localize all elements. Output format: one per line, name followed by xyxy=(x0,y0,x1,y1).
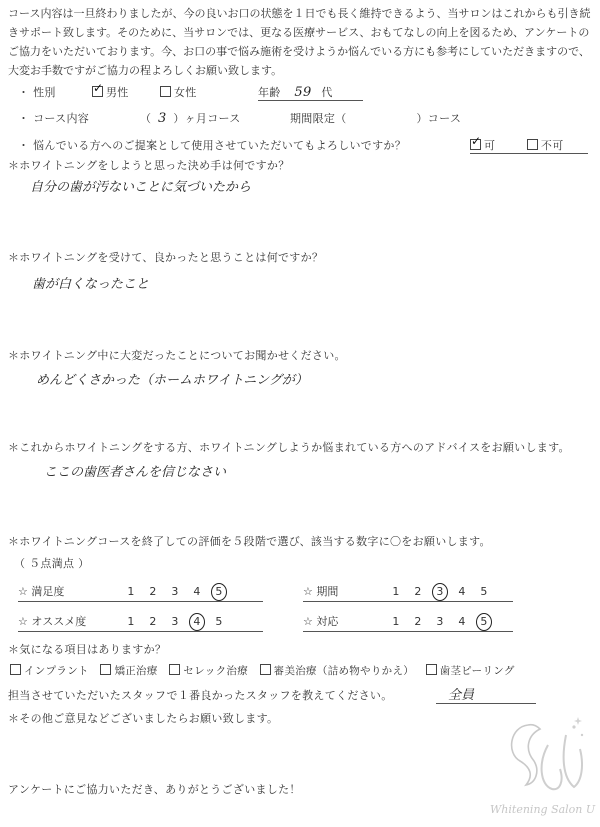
logo-text: Whitening Salon U xyxy=(490,803,596,816)
course-row xyxy=(18,110,89,126)
rating-scale-note: （ ５点満点 ） xyxy=(14,557,90,570)
rating-number[interactable]: 4 xyxy=(458,615,466,628)
rating-label: 満足度 xyxy=(31,585,65,598)
rating-number[interactable]: 1 xyxy=(392,585,400,598)
course-months-value: 3 xyxy=(158,111,167,126)
permission-row xyxy=(18,137,406,153)
answer-3: めんどくさかった（ホームホワイトニングが） xyxy=(36,373,308,388)
period-unit: ）コース xyxy=(416,112,462,125)
rating-number[interactable]: 3 xyxy=(436,615,444,628)
rating-number-selected[interactable]: 5 xyxy=(476,613,492,631)
rating-number[interactable]: 2 xyxy=(414,585,422,598)
answer-2: 歯が白くなったこと xyxy=(32,277,150,292)
staff-answer-line xyxy=(436,684,536,704)
permission-yes-label: 可 xyxy=(484,139,496,152)
male-checkbox[interactable] xyxy=(92,86,103,97)
interest-checkbox[interactable] xyxy=(169,664,180,675)
rating-number[interactable]: 3 xyxy=(171,585,179,598)
permission-yes-checkbox[interactable] xyxy=(470,139,481,150)
permission-no-label: 不可 xyxy=(540,139,564,152)
rating-number[interactable]: 5 xyxy=(480,585,488,598)
interest-option[interactable]: 歯茎ピーリング xyxy=(426,665,515,677)
period-label: 期間限定（ xyxy=(290,112,347,125)
bullet: ・ xyxy=(18,86,30,99)
interest-option[interactable]: 矯正治療 xyxy=(100,665,157,677)
female-option[interactable] xyxy=(160,84,197,100)
course-label: コース内容 xyxy=(33,112,90,125)
interests-options xyxy=(10,663,515,678)
answer-1: 自分の歯が汚ないことに気づいたから xyxy=(30,180,252,195)
interest-option[interactable]: インプラント xyxy=(10,665,89,677)
other-question: ＊その他ご意見などございましたらお願い致します。 xyxy=(8,712,279,725)
permission-question: 悩んでいる方へのご提案として使用させていただいてもよろしいですか？ xyxy=(33,139,407,152)
star-icon: ☆ xyxy=(18,615,28,628)
rating-number[interactable]: 4 xyxy=(193,585,201,598)
rating-recommend xyxy=(18,613,263,632)
rating-prompt: ＊ホワイトニングコースを終了しての評価を５段階で選び、該当する数字に〇をお願いします。 xyxy=(8,535,491,548)
rating-number[interactable]: 2 xyxy=(414,615,422,628)
age-field xyxy=(258,84,363,101)
interest-checkbox[interactable] xyxy=(260,664,271,675)
rating-support xyxy=(303,613,513,632)
rating-number[interactable]: 4 xyxy=(458,585,466,598)
answer-4: ここの歯医者さんを信じなさい xyxy=(44,465,227,480)
female-checkbox[interactable] xyxy=(160,86,171,97)
male-label: 男性 xyxy=(106,86,129,99)
question-1: ＊ホワイトニングをしようと思った決め手は何ですか？ xyxy=(8,159,290,172)
rating-number[interactable]: 1 xyxy=(127,615,135,628)
age-value: 59 xyxy=(294,85,312,100)
rating-number[interactable]: 1 xyxy=(127,585,135,598)
staff-answer: 全員 xyxy=(448,688,475,703)
rating-number-selected[interactable]: 4 xyxy=(189,613,205,631)
star-icon: ☆ xyxy=(303,585,313,598)
permission-options xyxy=(470,137,588,154)
female-label: 女性 xyxy=(174,86,197,99)
question-3: ＊ホワイトニング中に大変だったことについてお聞かせください。 xyxy=(8,349,346,362)
interest-checkbox[interactable] xyxy=(10,664,21,675)
interest-checkbox[interactable] xyxy=(426,664,437,675)
rating-number[interactable]: 5 xyxy=(215,615,223,628)
interest-option[interactable]: 審美治療（詰め物やりかえ） xyxy=(260,665,414,677)
bullet: ・ xyxy=(18,112,30,125)
interest-checkbox[interactable] xyxy=(100,664,111,675)
interest-option[interactable]: セレック治療 xyxy=(169,665,248,677)
course-months-unit: ヶ月コース xyxy=(184,112,241,125)
rating-period xyxy=(303,583,513,602)
rating-label: オススメ度 xyxy=(31,615,87,628)
permission-no-checkbox[interactable] xyxy=(527,139,538,150)
staff-question: 担当させていただいたスタッフで１番良かったスタッフを教えてください。 xyxy=(8,689,393,702)
question-4: ＊これからホワイトニングをする方、ホワイトニングしようか悩まれている方へのアドバイスをお願いします。 xyxy=(8,441,570,454)
star-icon: ☆ xyxy=(18,585,28,598)
bullet: ・ xyxy=(18,139,30,152)
interests-question: ＊気になる項目はありますか？ xyxy=(8,643,167,656)
rating-label: 対応 xyxy=(316,615,339,628)
male-option[interactable] xyxy=(92,84,129,100)
gender-label: 性別 xyxy=(33,86,56,99)
rating-number[interactable]: 2 xyxy=(149,585,157,598)
star-icon: ☆ xyxy=(303,615,313,628)
intro-text: コース内容は一旦終わりましたが、今の良いお口の状態を１日でも長く維持できるよう、当サロンはこれからも引き続きサポート致します。そのために、当サロンでは、更なる医療サービス、おもてなしの向上を図るため、アンケートのご協力をいただいております。今、お口の事で悩み施術を受けようか悩んでいる方にも参考にしていただきますので、大変お手数ですがご協力の程よろしくお願い致します。 xyxy=(8,7,591,77)
rating-number-selected[interactable]: 3 xyxy=(432,583,448,601)
rating-number[interactable]: 3 xyxy=(171,615,179,628)
gender-row xyxy=(18,84,56,100)
period-limited xyxy=(290,110,461,126)
question-2: ＊ホワイトニングを受けて、良かったと思うことは何ですか？ xyxy=(8,251,324,264)
closing-text: アンケートにご協力いただき、ありがとうございました！ xyxy=(8,783,301,796)
age-label: 年齢 xyxy=(258,86,281,99)
course-months: （ 3 ）ヶ月コース xyxy=(140,111,241,126)
age-unit: 代 xyxy=(321,86,333,99)
rating-number-selected[interactable]: 5 xyxy=(211,583,227,601)
rating-number[interactable]: 2 xyxy=(149,615,157,628)
salon-logo xyxy=(490,705,600,823)
rating-number[interactable]: 1 xyxy=(392,615,400,628)
rating-satisfaction xyxy=(18,583,263,602)
rating-label: 期間 xyxy=(316,585,339,598)
